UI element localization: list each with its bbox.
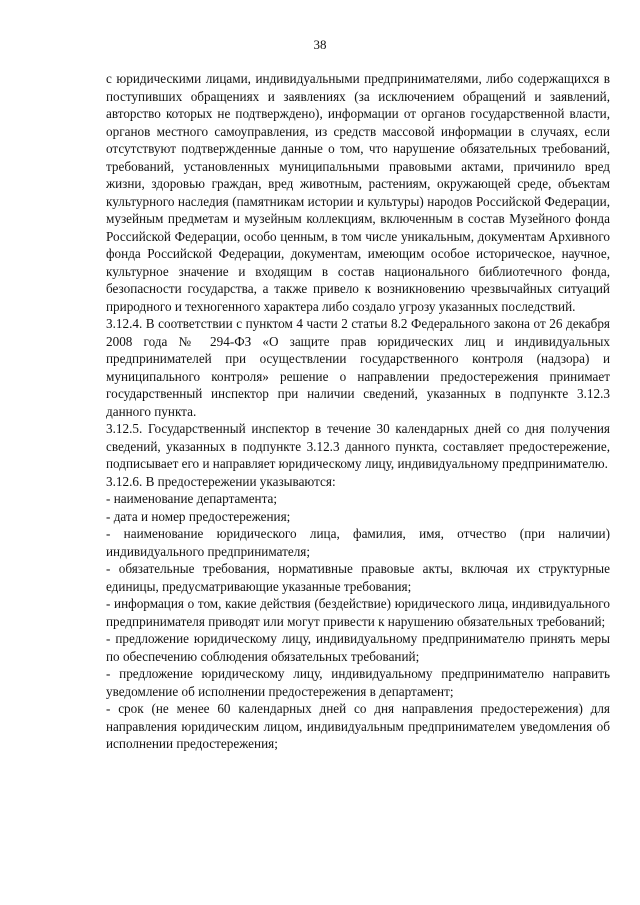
list-item: - предложение юридическому лицу, индивидуальному предпринимателю принять меры по обеспечению соблюдения обязательных требований;: [106, 631, 610, 664]
list-item: - наименование юридического лица, фамилия, имя, отчество (при наличии) индивидуального предпринимателя;: [106, 526, 610, 559]
paragraph-3-12-5: 3.12.5. Государственный инспектор в течение 30 календарных дней со дня получения сведений, указанных в подпункте 3.12.3 данного пункта, составляет предостережение, подписывает его и направляет юридическому лицу, индивидуальному предпринимателю.: [106, 421, 610, 471]
paragraph-3-12-6: 3.12.6. В предостережении указываются:: [106, 473, 336, 489]
list-item: - наименование департамента;: [106, 491, 278, 506]
list-item: - обязательные требования, нормативные правовые акты, включая их структурные единицы, предусматривающие указанные требования;: [106, 561, 610, 594]
paragraph-3-12-4: 3.12.4. В соответствии с пунктом 4 части 2 статьи 8.2 Федерального закона от 26 декабря 2008 года № 294-ФЗ «О защите прав юридических лиц и индивидуальных предпринимателей при осуществлении государственного контроля (надзора) и муниципального контроля» решение о направлении предостережения принимает государственный инспектор при наличии сведений, указанных в подпункте 3.12.3 данного пункта.: [106, 316, 610, 419]
document-body: [106, 70, 610, 753]
paragraph-continuation: с юридическими лицами, индивидуальными предпринимателями, либо содержащихся в поступивших обращениях и заявлениях (за исключением обращений и заявлений, авторство которых не подтверждено), информации от органов государственной власти, органов местного самоуправления, из средств массовой информации в случаях, если отсутствуют подтвержденные данные о том, что нарушение обязательных требований, требований, установленных муниципальными правовыми актами, причинило вред жизни, здоровью граждан, вред животным, растениям, окружающей среде, объектам культурного наследия (памятникам истории и культуры) народов Российской Федерации, музейным предметам и музейным коллекциям, включенным в состав Музейного фонда Российской Федерации, особо ценным, в том числе уникальным, документам Архивного фонда Российской Федерации, документам, имеющим особое историческое, научное, культурное значение и входящим в состав национального библиотечного фонда, безопасности государства, а также привело к возникновению чрезвычайных ситуаций природного и техногенного характера либо создало угрозу указанных последствий.: [106, 71, 610, 314]
list-item: - дата и номер предостережения;: [106, 508, 291, 524]
warning-contents-list: [106, 490, 610, 753]
list-item: - информация о том, какие действия (бездействие) юридического лица, индивидуального предпринимателя приводят или могут привести к нарушению обязательных требований;: [106, 596, 610, 629]
list-item: - предложение юридическому лицу, индивидуальному предпринимателю направить уведомление об исполнении предостережения в департамент;: [106, 666, 610, 699]
list-item: - срок (не менее 60 календарных дней со дня направления предостережения) для направления юридическим лицом, индивидуальным предпринимателем уведомления об исполнении предостережения;: [106, 701, 610, 751]
page-number: 38: [313, 37, 327, 52]
